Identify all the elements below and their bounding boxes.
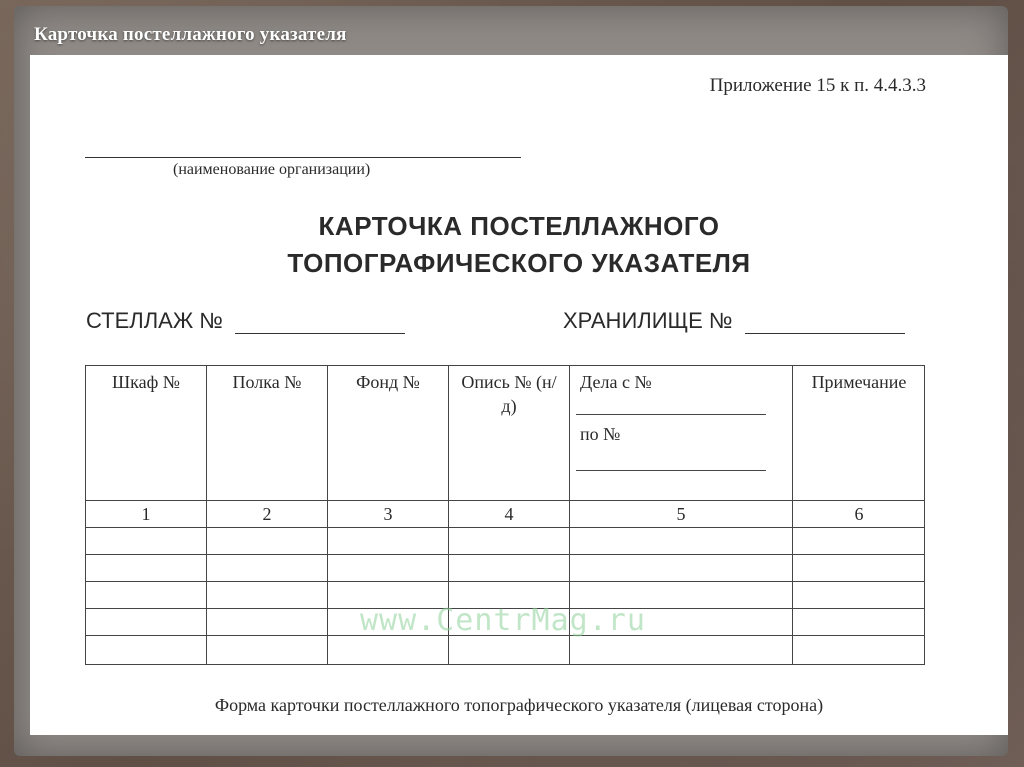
column-number: 5	[676, 504, 686, 524]
row-divider	[86, 500, 924, 501]
document-image	[30, 55, 1008, 735]
row-divider	[86, 581, 924, 582]
appendix-reference: Приложение 15 к п. 4.4.3.3	[709, 75, 926, 96]
slide-title: Карточка постеллажного указателя	[34, 24, 347, 45]
header-note: Примечание	[811, 372, 907, 392]
storage-blank-line	[745, 313, 905, 334]
document-caption: Форма карточки постеллажного топографического указателя (лицевая сторона)	[214, 695, 824, 715]
cases-to-line	[576, 470, 766, 471]
header-cases-from: Дела с №	[580, 372, 652, 392]
header-inventory: Опись № (н/д)	[461, 372, 557, 416]
header-shelf: Полка №	[232, 372, 302, 392]
organization-line	[85, 157, 521, 158]
column-number: 3	[383, 504, 393, 524]
rack-label: СТЕЛЛАЖ №	[86, 308, 223, 333]
header-cabinet: Шкаф №	[112, 372, 180, 392]
column-number: 4	[504, 504, 514, 524]
column-number: 2	[262, 504, 272, 524]
column-number: 6	[854, 504, 864, 524]
organization-label: (наименование организации)	[173, 161, 371, 178]
storage-field	[563, 308, 905, 334]
row-divider	[86, 527, 924, 528]
document-title-line-2: ТОПОГРАФИЧЕСКОГО УКАЗАТЕЛЯ	[287, 248, 751, 278]
storage-label: ХРАНИЛИЩЕ №	[563, 308, 733, 333]
cases-from-line	[576, 414, 766, 415]
watermark: www.CentrMag.ru	[360, 603, 646, 638]
rack-blank-line	[235, 313, 405, 334]
cases-to-label: по №	[580, 424, 621, 444]
row-divider	[86, 554, 924, 555]
document-title-line-1: КАРТОЧКА ПОСТЕЛЛАЖНОГО	[318, 211, 720, 241]
rack-field	[86, 308, 405, 334]
header-fund: Фонд №	[356, 372, 420, 392]
column-number: 1	[141, 504, 151, 524]
